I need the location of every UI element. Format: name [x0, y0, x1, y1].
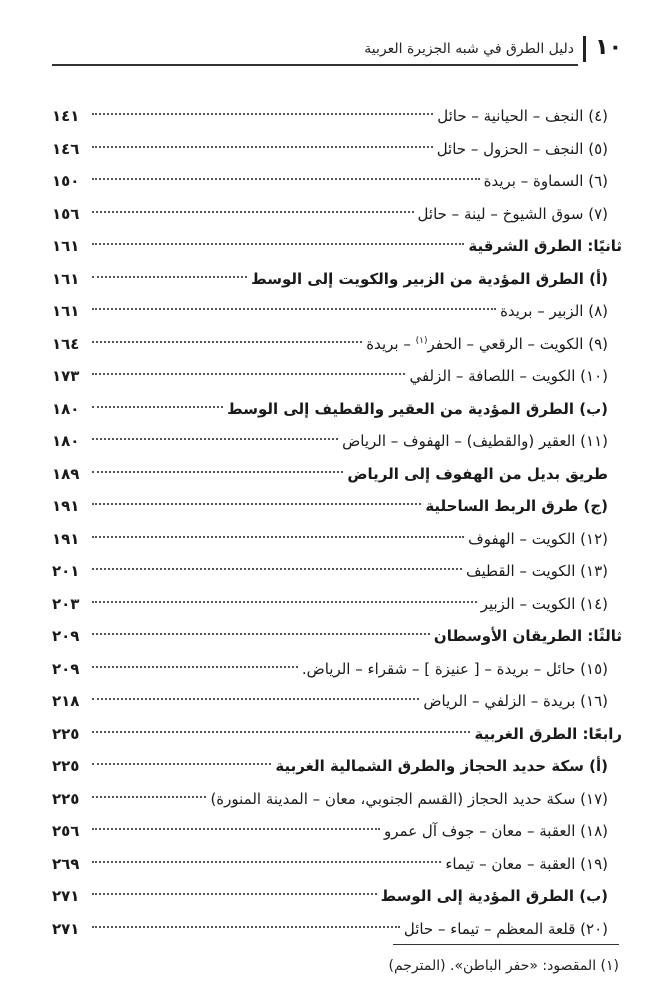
toc-entry-title-text: (ج) طرق الربط الساحلية — [425, 497, 608, 515]
dot-leader — [92, 211, 414, 213]
toc-entry-page-number: ١٤٦ — [52, 139, 80, 158]
toc-entry-title-text: ثالثًا: الطريقان الأوسطان — [433, 627, 622, 645]
toc-entry-title-text: (٦) السماوة – بريدة — [483, 172, 608, 190]
toc-entry — [52, 653, 622, 686]
toc-entry-page-number: ١٩١ — [52, 497, 80, 515]
dot-leader — [92, 763, 271, 765]
toc-entry-title — [484, 165, 622, 198]
toc-entry — [52, 198, 622, 231]
toc-entry-title-text: (١٩) العقبة – معان – تيماء — [445, 854, 608, 873]
toc-entry-page-number: ١٦٤ — [52, 334, 80, 353]
footnote-rule — [393, 944, 619, 945]
toc-entry-title-text: (١٦) بريدة – الزلفي – الرياض — [423, 692, 608, 710]
toc-entry-page-number: ٢١٨ — [52, 692, 80, 710]
header-divider-bar — [583, 36, 586, 62]
toc-entry-title-text: (ب) الطرق المؤدية من العقير والقطيف إلى الوسط — [227, 399, 608, 418]
toc-entry-title — [434, 620, 622, 653]
toc-entry-page-number: ٢٠٩ — [52, 659, 80, 678]
toc-entry — [52, 848, 622, 881]
toc-entry — [52, 685, 622, 718]
toc-entry-page-number: ٢٢٥ — [52, 789, 80, 808]
toc-entry-title — [275, 750, 622, 783]
toc-entry-page-number: ١٦١ — [52, 269, 80, 288]
dot-leader — [92, 698, 419, 700]
toc-entry-title-text: رابعًا: الطرق الغربية — [474, 724, 622, 743]
dot-leader — [92, 633, 430, 635]
toc-entry-title-text: (ب) الطرق المؤدية إلى الوسط — [380, 887, 608, 905]
dot-leader — [92, 438, 338, 440]
dot-leader — [92, 666, 298, 668]
dot-leader — [92, 503, 421, 505]
dot-leader — [92, 471, 343, 473]
toc-entry — [52, 133, 622, 166]
toc-entry-page-number: ١٦١ — [52, 237, 80, 255]
dot-leader — [92, 373, 405, 375]
header-rule — [52, 64, 578, 66]
toc-entry-title — [437, 100, 622, 133]
toc-entry-page-number: ١٦١ — [52, 302, 80, 320]
toc-entry-title-text: (١٢) الكويت – الهفوف — [468, 529, 608, 548]
toc-entry — [52, 555, 622, 588]
toc-entry-page-number: ١٥٠ — [52, 172, 80, 190]
toc-entry-title-text: (١٨) العقبة – معان – جوف آل عمرو — [384, 822, 608, 840]
toc-entry-title-text: (١٠) الكويت – اللصافة – الزلفي — [409, 367, 608, 385]
toc-entry — [52, 523, 622, 556]
toc-entry-title — [210, 783, 622, 816]
toc-entry-title — [342, 425, 622, 458]
dot-leader — [92, 178, 480, 180]
toc-entry-title — [381, 880, 622, 913]
toc-entry-title — [425, 490, 622, 523]
toc-entry-page-number: ١٩١ — [52, 529, 80, 548]
toc-entry — [52, 783, 622, 816]
toc-entry-title-text: (١٧) سكة حديد الحجاز (القسم الجنوبي، معان – المدينة المنورة) — [210, 789, 608, 808]
toc-entry-page-number: ١٨٠ — [52, 399, 80, 418]
toc-entry-title-text: طريق بديل من الهفوف إلى الرياض — [347, 464, 608, 483]
toc-entry-title — [466, 555, 622, 588]
toc-entry — [52, 425, 622, 458]
toc-entry — [52, 328, 622, 361]
toc-entry — [52, 263, 622, 296]
toc-entry-title — [302, 653, 622, 686]
toc-entry — [52, 620, 622, 653]
toc-entry-title-text: (١٣) الكويت – القطيف — [466, 562, 608, 580]
toc-entry-page-number: ١٨٩ — [52, 464, 80, 483]
dot-leader — [92, 146, 433, 148]
toc-entry-title — [437, 133, 622, 166]
toc-entry-title — [409, 360, 622, 393]
toc-entry-page-number: ٢٦٩ — [52, 854, 80, 873]
toc-entry-title — [468, 230, 622, 263]
dot-leader — [92, 926, 400, 928]
dot-leader — [92, 243, 464, 245]
toc-entry-page-number: ١٨٠ — [52, 432, 80, 450]
toc-entry-page-number: ٢٧١ — [52, 887, 80, 905]
dot-leader — [92, 536, 464, 538]
dot-leader — [92, 828, 380, 830]
toc-entry — [52, 913, 622, 946]
toc-entry-title — [474, 718, 622, 751]
toc-entry — [52, 165, 622, 198]
toc-entry-title — [500, 295, 622, 328]
dot-leader — [92, 861, 441, 863]
toc-entry-title — [481, 588, 622, 621]
toc-entry-title-text: (١٥) حائل – بريدة – [ عنيزة ] – شقراء – الرياض. — [301, 659, 608, 678]
dot-leader — [92, 568, 462, 570]
toc-entry-title-text: (٨) الزبير – بريدة — [500, 302, 608, 320]
table-of-contents — [52, 100, 622, 945]
footnote-marker: (١) — [415, 335, 428, 346]
toc-entry-title-text: (٧) سوق الشيوخ – لينة – حائل — [417, 204, 608, 223]
toc-entry-title-text: (١١) العقير (والقطيف) – الهفوف – الرياض — [342, 432, 608, 450]
toc-entry-title — [366, 328, 622, 361]
toc-entry — [52, 458, 622, 491]
toc-entry — [52, 393, 622, 426]
toc-entry — [52, 295, 622, 328]
toc-entry-title — [227, 393, 622, 426]
toc-entry-title — [418, 198, 622, 231]
toc-entry-title — [468, 523, 622, 556]
toc-entry-title-text: (٥) النجف – الحزول – حائل — [436, 139, 608, 158]
toc-entry-title — [423, 685, 622, 718]
toc-entry — [52, 880, 622, 913]
toc-entry-page-number: ٢٠٩ — [52, 627, 80, 645]
toc-entry-page-number: ٢٠١ — [52, 562, 80, 580]
dot-leader — [92, 113, 433, 115]
toc-entry — [52, 718, 622, 751]
toc-entry — [52, 588, 622, 621]
running-title: دليل الطرق في شبه الجزيرة العربية — [364, 41, 574, 57]
toc-entry-title-text: (أ) سكة حديد الحجاز والطرق الشمالية الغربية — [275, 757, 608, 775]
toc-entry-title-text: (٢٠) قلعة المعظم – تيماء – حائل — [403, 919, 608, 938]
toc-entry-title — [347, 458, 622, 491]
toc-entry-title — [445, 848, 622, 881]
dot-leader — [92, 308, 496, 310]
toc-entry-page-number: ٢٠٣ — [52, 594, 80, 613]
footnote: (١) المقصود: «حفر الباطن». (المترجم) — [388, 958, 619, 974]
dot-leader — [92, 406, 223, 408]
dot-leader — [92, 276, 247, 278]
dot-leader — [92, 731, 470, 733]
toc-entry-title-text: (٤) النجف – الحيانية – حائل — [437, 107, 608, 125]
toc-entry — [52, 490, 622, 523]
toc-entry — [52, 100, 622, 133]
toc-entry — [52, 815, 622, 848]
toc-entry-title — [251, 263, 622, 296]
toc-entry-title-continuation: – بريدة — [366, 334, 416, 353]
dot-leader — [92, 893, 377, 895]
toc-entry-title — [384, 815, 622, 848]
toc-entry-page-number: ٢٥٦ — [52, 822, 80, 840]
toc-entry — [52, 750, 622, 783]
toc-entry-title-text: ثانيًا: الطرق الشرقية — [468, 237, 622, 255]
toc-entry-page-number: ٢٢٥ — [52, 724, 80, 743]
toc-entry-page-number: ١٥٦ — [52, 204, 80, 223]
toc-entry — [52, 360, 622, 393]
dot-leader — [92, 601, 477, 603]
toc-entry-page-number: ١٤١ — [52, 107, 80, 125]
toc-entry-page-number: ٢٧١ — [52, 919, 80, 938]
toc-entry-title — [404, 913, 622, 946]
dot-leader — [92, 796, 206, 798]
toc-entry-page-number: ٢٢٥ — [52, 757, 80, 775]
page-header — [52, 34, 622, 62]
dot-leader — [92, 341, 362, 343]
toc-entry — [52, 230, 622, 263]
toc-entry-title-text: (١٤) الكويت – الزبير — [480, 594, 608, 613]
toc-entry-title-text: (٩) الكويت – الرقعي – الحفر — [427, 334, 608, 353]
toc-entry-page-number: ١٧٣ — [52, 367, 80, 385]
toc-entry-title-text: (أ) الطرق المؤدية من الزبير والكويت إلى الوسط — [251, 269, 608, 288]
page-number: ١٠ — [595, 35, 622, 60]
